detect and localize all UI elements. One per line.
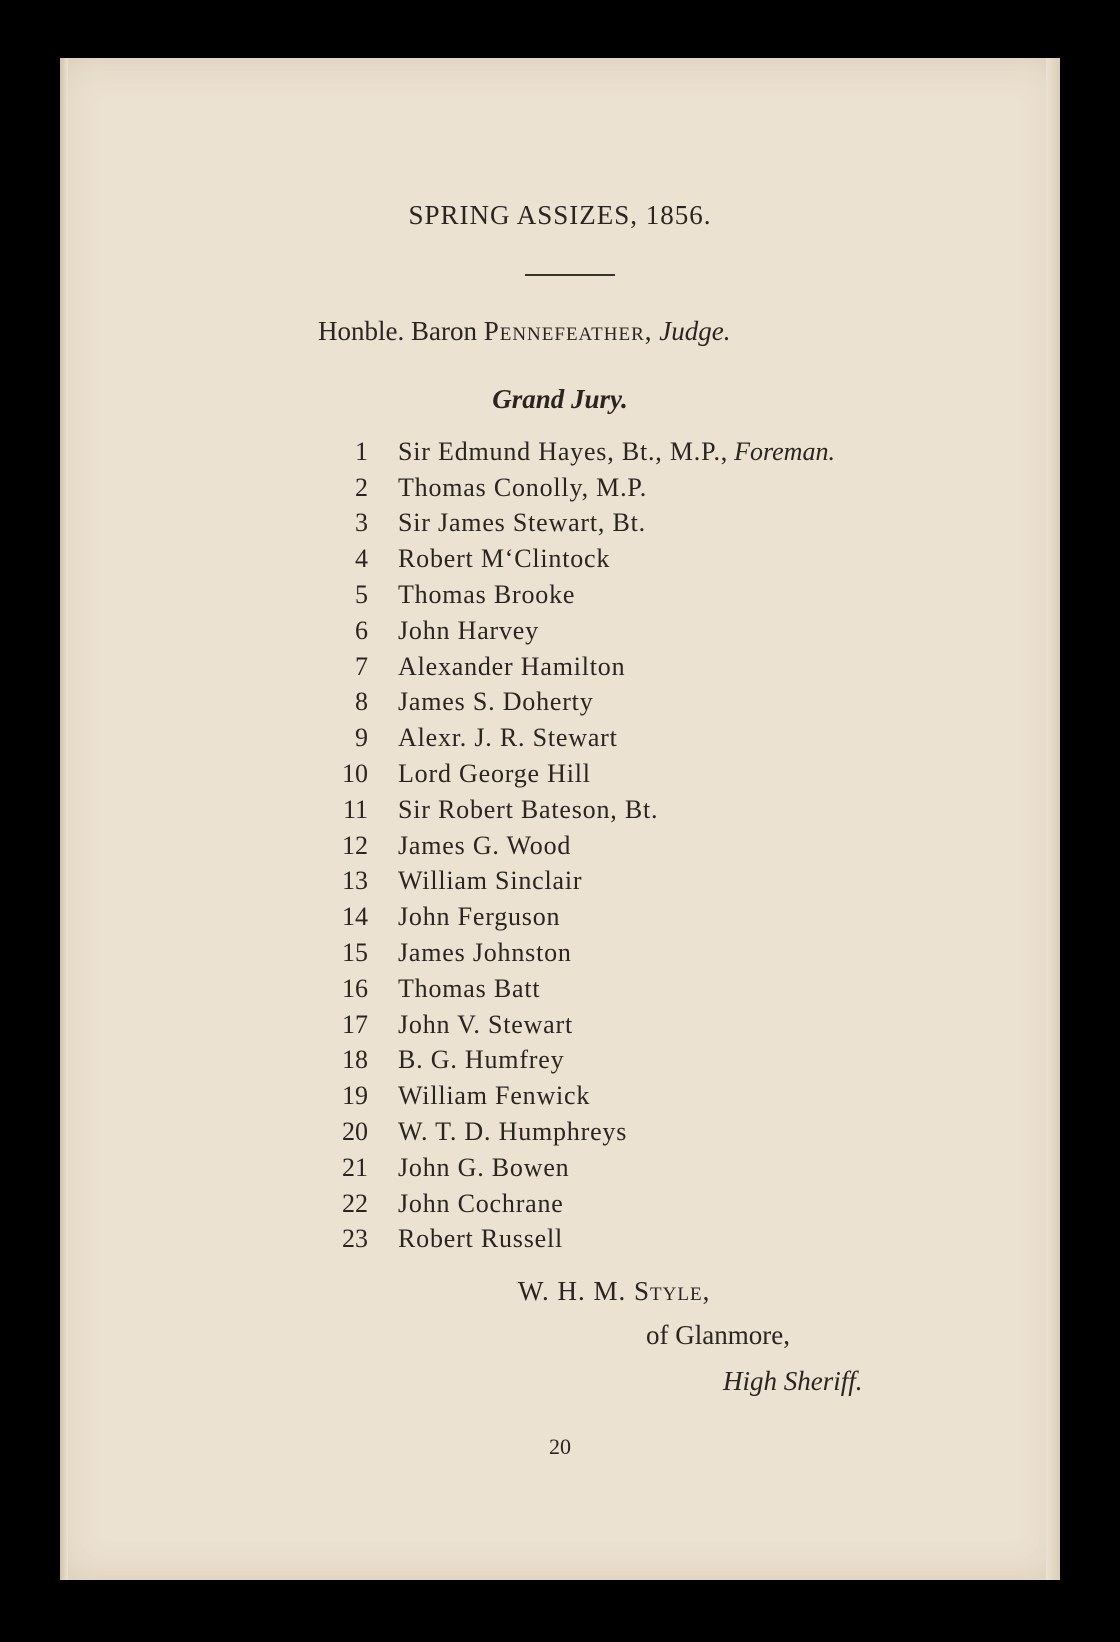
juror-row: [310, 1114, 990, 1150]
juror-row: [310, 577, 990, 613]
page-number: 20: [549, 1434, 571, 1459]
juror-row: [310, 1186, 990, 1222]
juror-name: Robert Russell: [398, 1224, 564, 1254]
juror-row: [310, 1043, 990, 1079]
juror-number: 15: [342, 938, 368, 968]
juror-name: Thomas Brooke: [398, 580, 576, 610]
page-title: SPRING ASSIZES, 1856.: [408, 200, 712, 230]
juror-number: 5: [355, 580, 368, 610]
juror-name: Sir James Stewart, Bt.: [398, 508, 646, 538]
juror-name: Robert M‘Clintock: [398, 544, 611, 574]
judge-role: Judge.: [659, 316, 731, 346]
sheriff-name: W. H. M. Style,: [518, 1276, 711, 1306]
juror-name: Lord George Hill: [398, 759, 591, 789]
juror-row: [310, 434, 990, 470]
juror-name: William Fenwick: [398, 1081, 591, 1111]
juror-row: [310, 649, 990, 685]
juror-name: W. T. D. Humphreys: [398, 1117, 628, 1147]
juror-name: Alexr. J. R. Stewart: [398, 723, 618, 753]
juror-number: 13: [342, 866, 368, 896]
grand-jury-list: [310, 434, 990, 1257]
juror-number: 4: [355, 544, 368, 574]
juror-row: [310, 899, 990, 935]
juror-number: 23: [342, 1224, 368, 1254]
juror-number: 10: [342, 759, 368, 789]
juror-name: Alexander Hamilton: [398, 651, 626, 681]
juror-row: [310, 506, 990, 542]
juror-name: Sir Robert Bateson, Bt.: [398, 794, 659, 824]
juror-name: Thomas Batt: [398, 973, 541, 1003]
juror-row: [310, 864, 990, 900]
juror-row: [310, 613, 990, 649]
sheriff-place: of Glanmore,: [646, 1320, 790, 1350]
juror-row: [310, 1078, 990, 1114]
judge-prefix: Honble. Baron: [318, 316, 477, 346]
juror-number: 17: [342, 1009, 368, 1039]
juror-number: 1: [355, 436, 368, 466]
juror-name: John V. Stewart: [398, 1009, 573, 1039]
juror-row: [310, 792, 990, 828]
title-rule: [525, 274, 615, 276]
juror-number: 2: [355, 472, 368, 502]
juror-row: [310, 1007, 990, 1043]
juror-name: John Harvey: [398, 615, 539, 645]
juror-name: John G. Bowen: [398, 1152, 570, 1182]
juror-row: [310, 1150, 990, 1186]
juror-name: Sir Edmund Hayes, Bt., M.P.,: [398, 436, 729, 466]
juror-name: John Cochrane: [398, 1188, 564, 1218]
juror-row: [310, 1222, 990, 1258]
juror-row: [310, 685, 990, 721]
juror-row: [310, 470, 990, 506]
judge-line: [318, 316, 731, 347]
juror-number: 3: [355, 508, 368, 538]
juror-number: 20: [342, 1117, 368, 1147]
grand-jury-heading: Grand Jury.: [492, 384, 628, 414]
juror-number: 18: [342, 1045, 368, 1075]
juror-name: John Ferguson: [398, 902, 561, 932]
juror-name: James S. Doherty: [398, 687, 594, 717]
book-page: [60, 58, 1060, 1580]
juror-row: [310, 541, 990, 577]
juror-number: 8: [355, 687, 368, 717]
sheriff-title: High Sheriff.: [723, 1366, 863, 1396]
juror-name: James G. Wood: [398, 830, 572, 860]
juror-name: B. G. Humfrey: [398, 1045, 565, 1075]
juror-row: [310, 935, 990, 971]
juror-number: 9: [355, 723, 368, 753]
juror-number: 12: [342, 830, 368, 860]
juror-number: 14: [342, 902, 368, 932]
judge-surname: Pennefeather,: [483, 316, 653, 346]
juror-number: 16: [342, 973, 368, 1003]
juror-name: James Johnston: [398, 938, 572, 968]
juror-row: [310, 828, 990, 864]
juror-row: [310, 971, 990, 1007]
juror-row: [310, 720, 990, 756]
juror-number: 19: [342, 1081, 368, 1111]
juror-name: William Sinclair: [398, 866, 583, 896]
juror-number: 21: [342, 1152, 368, 1182]
juror-note: Foreman.: [734, 436, 835, 466]
juror-name: Thomas Conolly, M.P.: [398, 472, 648, 502]
juror-number: 22: [342, 1188, 368, 1218]
juror-number: 11: [342, 794, 368, 824]
juror-number: 7: [355, 651, 368, 681]
juror-row: [310, 756, 990, 792]
juror-number: 6: [355, 615, 368, 645]
